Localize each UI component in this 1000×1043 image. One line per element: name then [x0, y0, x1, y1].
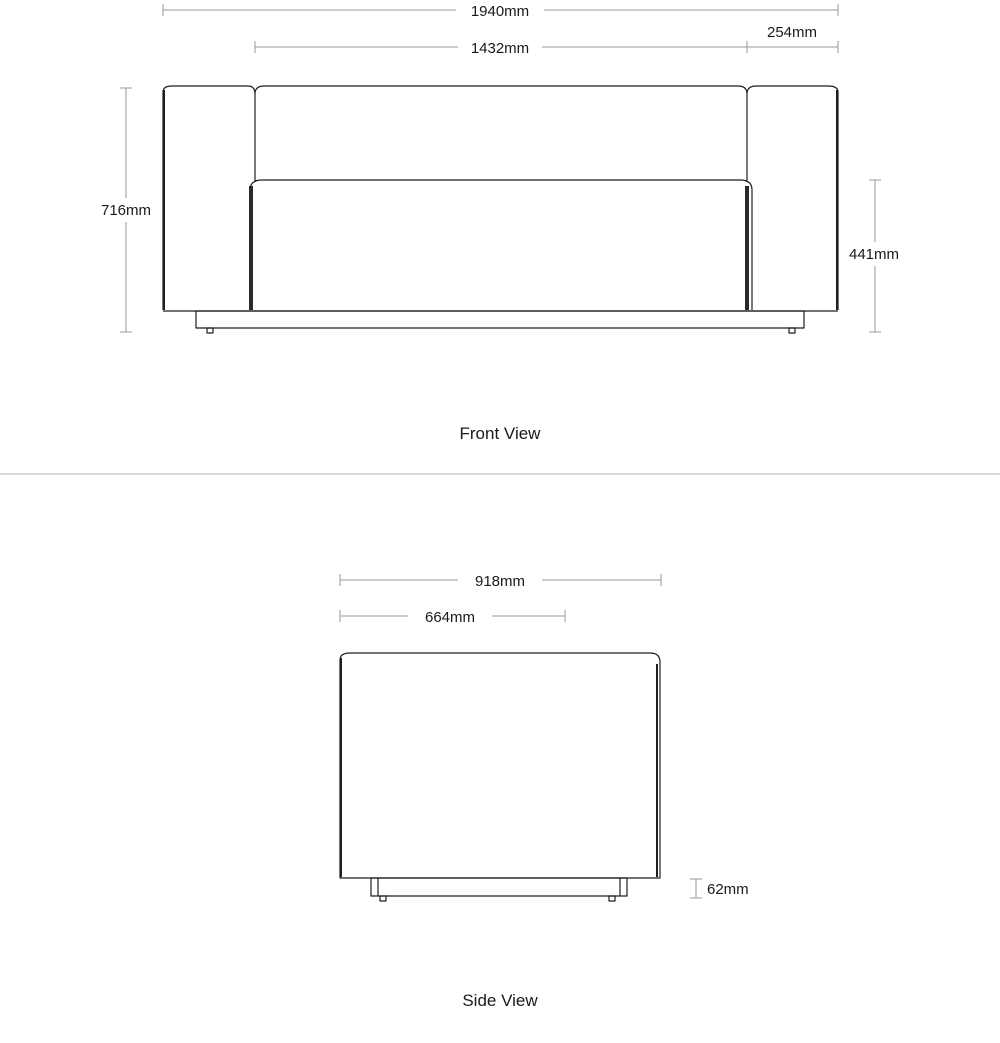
foot [789, 328, 795, 333]
arm-width-label: 254mm [766, 24, 818, 41]
seat-cushion-right-shadow [745, 186, 749, 310]
sofa-side-outline [340, 653, 660, 901]
base-height-label: 62mm [707, 881, 749, 898]
foot [609, 896, 615, 901]
overall-depth-dimension [340, 573, 661, 590]
foot [380, 896, 386, 901]
overall-width-dimension [163, 3, 838, 20]
side-view [340, 573, 749, 1010]
overall-depth-label: 918mm [474, 573, 526, 590]
overall-height-label: 716mm [100, 202, 152, 219]
seat-cushion [250, 180, 752, 310]
side-plinth-base [371, 878, 627, 896]
side-view-title: Side View [462, 991, 538, 1010]
plinth-base [196, 311, 804, 328]
overall-width-label: 1940mm [470, 3, 530, 20]
side-body [340, 653, 660, 878]
seat-width-label: 1432mm [470, 40, 530, 57]
front-view [101, 3, 899, 443]
sofa-front-outline [163, 86, 838, 333]
base-height-dimension [690, 879, 749, 898]
foot [207, 328, 213, 333]
arm-width-dimension [747, 24, 838, 53]
seat-height-dimension [849, 180, 899, 332]
seat-width-dimension [255, 40, 747, 57]
overall-height-dimension [101, 88, 151, 332]
backrest-top [255, 86, 747, 94]
seat-depth-dimension [340, 609, 565, 626]
right-arm-outline [747, 86, 838, 310]
front-view-title: Front View [459, 424, 541, 443]
seat-depth-label: 664mm [424, 609, 476, 626]
seat-cushion-left-shadow [249, 186, 253, 310]
left-arm-outline [163, 86, 255, 310]
seat-height-label: 441mm [848, 246, 900, 263]
